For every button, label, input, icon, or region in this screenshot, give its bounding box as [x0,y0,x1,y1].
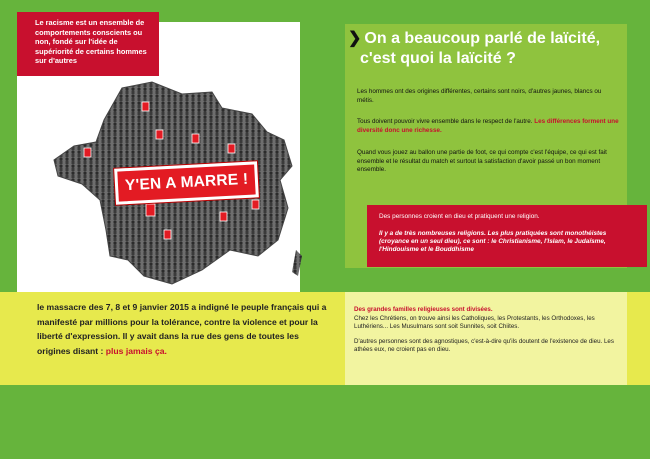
families-heading: Des grandes familles religieuses sont divisées. [354,306,493,313]
families-paragraph-1: Chez les Chrétiens, on trouve ainsi les Catholiques, les Protestants, les Orthodoxes, les Luthériens... Les Musulmans sont soit Sunnites, soit Chiites. [354,314,595,331]
massacre-text [37,300,327,358]
massacre-red: plus jamais ça. [105,345,167,356]
paragraph-respect [357,118,619,135]
title-line-2: c'est quoi la laïcité ? [360,50,516,67]
families-paragraph-2: D'autres personnes sont des agnostiques, c'est-à-dire qu'ils doutent de l'existence de dieu. Les athées eux, ne croient pas en dieu. [354,337,614,354]
paragraph-respect-plain: Tous doivent pouvoir vivre ensemble dans le respect de l'autre. [357,118,533,125]
religious-families-block [354,306,626,355]
massacre-body: le massacre des 7, 8 et 9 janvier 2015 a indigné le peuple français qui a manifesté par millions pour la tolérance, contre la violence et pour la liberté d'expression. Il y avait dans la rue des gens de toutes les origines disant : [37,302,327,356]
racism-definition-text: Le racisme est un ensemble de comportements conscients ou non, fondé sur l'idée de supériorité de certains hommes sur d'autres [35,18,147,66]
racism-definition-box [17,12,159,76]
religion-intro: Des personnes croient en dieu et pratiquent une religion. [379,213,540,220]
paragraph-origins: Les hommes ont des origines différentes, certains sont noirs, d'autres jaunes, blancs ou métis. [357,88,602,104]
chevron-right-icon: ❯ [348,30,362,47]
paragraph-respect-red: Les différences forment une diversité donc une richesse. [357,118,619,134]
laicite-title [348,29,600,69]
religion-list: Il y a de très nombreuses religions. Les plus pratiquées sont monothéistes (croyance en un seul dieu), ce sont : le Christianisme, l'Islam, le Judaïsme, l'Hindouisme et le Bouddhisme [379,230,607,253]
paragraph-football: Quand vous jouez au ballon une partie de foot, ce qui compte c'est l'équipe, ce qui est fait ensemble et le résultat du match et surtout la satisfaction d'avoir passé un bon moment ensemble. [357,149,607,174]
religion-box [367,205,647,267]
title-line-1: On a beaucoup parlé de laïcité, [364,30,601,47]
yen-a-marre-banner: Y'EN A MARRE ! [114,161,259,204]
